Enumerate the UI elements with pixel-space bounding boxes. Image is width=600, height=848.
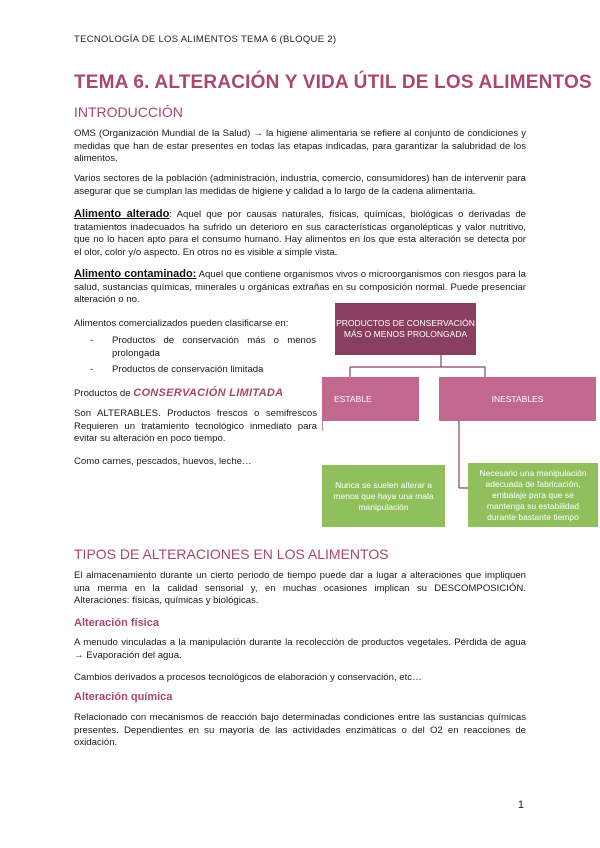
intro-paragraph-2: Varios sectores de la población (administración, industria, comercio, consumidores) han de intervenir para asegurar que se cumplan las medidas de higiene y calidad a lo largo de la cadena alimentaria. (74, 173, 526, 197)
list-item: - Productos de conservación limitada (84, 364, 316, 377)
running-header: TECNOLOGÍA DE LOS ALIMENTOS TEMA 6 (BLOQUE 2) (74, 34, 337, 45)
alimento-contaminado-text: Aquel que contiene organismos vivos o microorganismos con riesgos para la salud, sustancias químicas, minerales u orgánicas extrañas en su composición normal. Puede presenciar alteración o no. (74, 269, 526, 306)
alimento-alterado-text: : Aquel que por causas naturales, físicas, químicas, biológicas o derivadas de tratamientos inadecuados ha sufrido un deterioro en sus características organolépticas y valor nutritivo, que no lo hacen apto para el consumo humano. Hay alimentos en los que esta alteración se detecta por el olor, color y/o aspecto. En otros no es visible a simple vista. (74, 209, 527, 258)
limitada-term: CONSERVACIÓN LIMITADA (133, 387, 284, 399)
tipos-paragraph: El almacenamiento durante un cierto periodo de tiempo puede dar a lugar a alteraciones que impliquen una merma en la calidad sensorial y, en muchas ocasiones implican su DESCOMPOSICIÓN. Alteraciones: físicas, químicas y biológicas. (74, 570, 526, 607)
diagram-inestables-note: Necesario una manipulación adecuada de fabricación, embalaje para que se mantenga su estabilidad durante bastante tiempo (468, 463, 598, 527)
alteracion-fisica-paragraph-2: Cambios derivados a procesos tecnológicos de elaboración y conservación, etc… (74, 672, 422, 683)
intro-heading: INTRODUCCIÓN (74, 104, 183, 120)
alteracion-quimica-paragraph: Relacionado con mecanismos de reacción bajo determinadas condiciones entre las sustancias químicas presentes. Dependientes en su mayoría de las actividades enzimáticas o del O2 en reacciones de oxidación. (74, 712, 526, 749)
list-item: - Productos de conservación más o menos prolongada (84, 335, 316, 360)
diagram-root-box: PRODUCTOS DE CONSERVACIÓN MÁS O MENOS PROLONGADA (335, 303, 476, 355)
alteracion-fisica-paragraph-1: A menudo vinculadas a la manipulación durante la recolección de productos vegetales. Pérdida de agua → Evaporación del agua. (74, 637, 526, 661)
tipos-heading: TIPOS DE ALTERACIONES EN LOS ALIMENTOS (74, 546, 389, 562)
intro-paragraph-1: OMS (Organización Mundial de la Salud) → la higiene alimentaria se refiere al conjunto de condiciones y medidas que han de estar presentes en todas las etapas indicadas, para garantizar la salubridad de los alimentos. (74, 128, 526, 165)
diagram-estable-box: ESTABLE (322, 377, 419, 421)
limitada-prefix: Productos de (74, 388, 134, 399)
diagram-inestables-box: INESTABLES (439, 377, 596, 421)
conservacion-limitada-heading (74, 387, 314, 401)
clasificacion-intro: Alimentos comercializados pueden clasificarse en: (74, 318, 289, 329)
diagram-estable-note: Nunca se suelen alterar a menos que haya una mala manipulación (322, 465, 445, 527)
alimento-alterado-term: Alimento alterado (74, 208, 170, 220)
alteracion-quimica-heading: Alteración química (74, 691, 173, 703)
alteracion-fisica-heading: Alteración física (74, 617, 159, 629)
page-title: TEMA 6. ALTERACIÓN Y VIDA ÚTIL DE LOS ALIMENTOS (74, 72, 592, 93)
alterables-paragraph: Son ALTERABLES. Productos frescos o semifrescos Requieren un tratamiento tecnológico inmediato para evitar su alteración en poco tiempo. (74, 408, 317, 445)
product-type-list (84, 335, 316, 381)
page-number: 1 (517, 799, 524, 811)
alimento-contaminado-term: Alimento contaminado: (74, 268, 197, 280)
ejemplos-paragraph: Como carnes, pescados, huevos, leche… (74, 456, 252, 467)
alimento-alterado-definition (74, 208, 526, 259)
conservation-diagram (322, 303, 598, 528)
alimento-contaminado-definition (74, 268, 526, 307)
